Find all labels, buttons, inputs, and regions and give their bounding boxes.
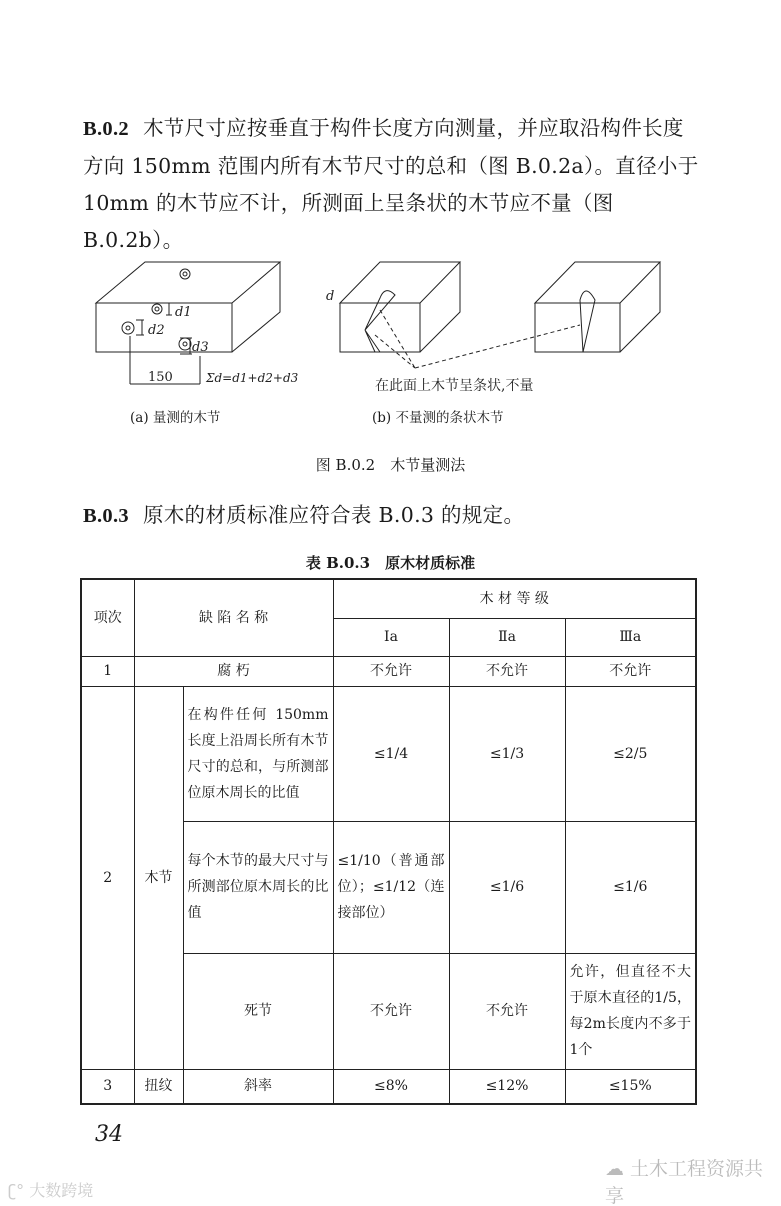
- cell: 木节: [134, 686, 183, 1069]
- svg-text:d3: d3: [192, 340, 209, 355]
- cell: ≤1/3: [449, 686, 565, 821]
- section-b03: [83, 497, 703, 535]
- cell: ≤8%: [333, 1069, 449, 1104]
- svg-text:d: d: [326, 289, 335, 304]
- cell: ≤12%: [449, 1069, 565, 1104]
- cell: 1: [81, 656, 134, 686]
- header-grade-3: Ⅲa: [565, 618, 696, 656]
- svg-text:在此面上木节呈条状,不量: 在此面上木节呈条状,不量: [375, 378, 534, 394]
- svg-text:Σd=d1+d2+d3: Σd=d1+d2+d3: [206, 371, 299, 385]
- watermark-left: [8, 1178, 93, 1201]
- header-grade: 木 材 等 级: [333, 579, 696, 618]
- header-defect: 缺 陷 名 称: [134, 579, 333, 656]
- cell: 死节: [183, 953, 333, 1069]
- cell: 不允许: [565, 656, 696, 686]
- table-row: [81, 656, 696, 686]
- table-row: [81, 1069, 696, 1104]
- svg-text:d1: d1: [175, 305, 192, 320]
- table-title: 表 B.0.3 原木材质标准: [305, 554, 476, 572]
- cell: ≤2/5: [565, 686, 696, 821]
- cell: 3: [81, 1069, 134, 1104]
- cell: ≤15%: [565, 1069, 696, 1104]
- cell: ≤1/6: [449, 821, 565, 953]
- cell: 不允许: [449, 656, 565, 686]
- cell: 扭纹: [134, 1069, 183, 1104]
- section-number: B.0.3: [83, 505, 129, 527]
- watermark-text: 大数跨境: [29, 1181, 94, 1200]
- cell: ≤1/4: [333, 686, 449, 821]
- wechat-icon: ☁: [605, 1158, 631, 1180]
- figure-knot-measurement: [80, 250, 700, 400]
- section-b02: [83, 110, 703, 259]
- section-text: 原木的材质标准应符合表 B.0.3 的规定。: [142, 503, 525, 527]
- cell: 不允许: [333, 656, 449, 686]
- watermark-text: 土木工程资源共享: [605, 1158, 764, 1206]
- figure-caption-b: (b) 不量测的条状木节: [372, 410, 504, 426]
- figure-title: 图 B.0.2 木节量测法: [315, 456, 466, 474]
- svg-text:d2: d2: [148, 323, 165, 338]
- cell: 不允许: [449, 953, 565, 1069]
- timber-grade-table: [80, 578, 697, 1105]
- header-item: 项次: [81, 579, 134, 656]
- cell: 每个木节的最大尺寸与所测部位原木周长的比值: [183, 821, 333, 953]
- header-grade-2: Ⅱa: [449, 618, 565, 656]
- cell: 腐 朽: [134, 656, 333, 686]
- cell: 2: [81, 686, 134, 1069]
- watermark-right: [605, 1154, 781, 1206]
- cell: ≤1/10（普通部位）；≤1/12（连接部位）: [333, 821, 449, 953]
- cell: 允许，但直径不大于原木直径的1/5，每2m长度内不多于1个: [565, 953, 696, 1069]
- header-grade-1: Ⅰa: [333, 618, 449, 656]
- table-row: [81, 686, 696, 821]
- section-text: 木节尺寸应按垂直于构件长度方向测量，并应取沿构件长度方向 150mm 范围内所有木节尺寸的总和（图 B.0.2a）。直径小于 10mm 的木节应不计，所测面上呈条状的木节应不量（图 B.0.2b）。: [83, 116, 699, 252]
- cell: 在构件任何 150mm 长度上沿周长所有木节尺寸的总和，与所测部位原木周长的比值: [183, 686, 333, 821]
- cell: 斜率: [183, 1069, 333, 1104]
- figure-caption-a: (a) 量测的木节: [130, 410, 221, 426]
- logo-icon: ʗ°: [8, 1181, 30, 1200]
- cell: 不允许: [333, 953, 449, 1069]
- page-number: 34: [95, 1122, 123, 1147]
- section-number: B.0.2: [83, 118, 129, 140]
- cell: ≤1/6: [565, 821, 696, 953]
- svg-text:150: 150: [148, 370, 173, 385]
